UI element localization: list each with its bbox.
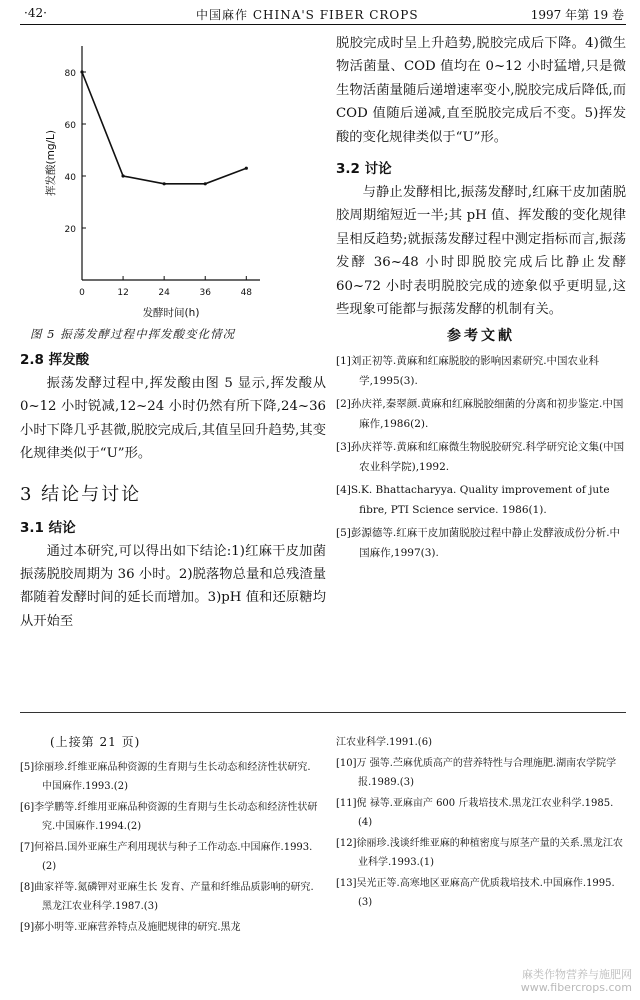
reference-item: [4]S.K. Bhattacharyya. Quality improvement of jute fibre, PTI Science service. 1986(1).	[336, 484, 610, 517]
y-tick-label: 20	[64, 225, 76, 235]
section-3-title: 3 结论与讨论	[20, 483, 142, 505]
reference-item: [1]刘正初等.黄麻和红麻脱胶的影响因素研究.中国农业科学,1995(3).	[336, 355, 600, 388]
figure-caption: 图 5 振荡发酵过程中挥发酸变化情况	[30, 327, 236, 341]
continued-text: 脱胶完成时呈上升趋势,脱胶完成后下降。4)微生物活菌量、COD 值均在 0~12 小时猛增,只是微生物活菌量随后递增速率变小,脱胶完成后降低,而 COD 值随后递减,直至脱胶完成后不变。5)挥发酸的变化规律类似于“U”形。	[336, 36, 626, 145]
data-point	[80, 70, 83, 73]
reference-item: [11]倪 禄等.亚麻亩产 600 斤栽培技术.黑龙江农业科学.1985.(4)	[336, 798, 614, 828]
data-point	[245, 167, 248, 170]
reference-item: [6]李学鹏等.纤维用亚麻品种资源的生育期与生长动态和经济性状研究.中国麻作.1994.(2)	[20, 802, 318, 832]
section-2-8-text: 振荡发酵过程中,挥发酸由图 5 显示,挥发酸从 0~12 小时锐减,12~24 小时仍然有所下降,24~36 小时下降几乎甚微,脱胶完成后,其值呈回升趋势,其变化规律类似于“U”形。	[20, 376, 326, 462]
x-tick-label: 12	[117, 288, 129, 298]
continued-from-label: (上接第 21 页)	[50, 735, 141, 749]
reference-continuation: 江农业科学.1991.(6)	[336, 737, 432, 748]
references-list	[336, 351, 626, 563]
section-3-2-text: 与静止发酵相比,振荡发酵时,红麻干皮加菌脱胶周期缩短近一半;其 pH 值、挥发酸的变化规律呈相反趋势;就振荡发酵过程中测定指标而言,振荡发酵 36~48 小时即脱胶完成后比静止发酵 60~72 小时表明脱胶完成的迹象似乎更明显,这些现象可能都与振荡发酵的机制有关。	[336, 185, 626, 318]
y-tick-label: 60	[64, 121, 76, 131]
x-tick-label: 24	[158, 288, 170, 298]
watermark-title: 麻类作物营养与施肥网	[522, 968, 632, 981]
section-3-1-text: 通过本研究,可以得出如下结论:1)红麻干皮加菌振荡脱胶周期为 36 小时。2)脱落物总量和总残渣量都随着发酵时间的延长而增加。3)pH 值和还原糖均从开始至	[20, 543, 326, 629]
y-tick-label: 40	[64, 173, 76, 183]
section-2-8-title: 2.8 挥发酸	[20, 352, 90, 368]
watermark-url: www.fibercrops.com	[520, 981, 632, 994]
page-number: ·42·	[24, 6, 47, 20]
data-point	[204, 182, 207, 185]
references-title: 参考文献	[447, 328, 515, 345]
x-tick-label: 0	[79, 288, 85, 298]
reference-item: [8]曲家祥等.氮磷钾对亚麻生长 发育、产量和纤维品质影响的研究.黑龙江农业科学.1987.(3)	[20, 882, 314, 912]
reference-item: [5]彭源德等.红麻干皮加菌脱胶过程中静止发酵液成份分析.中国麻作,1997(3).	[336, 527, 621, 560]
reference-item: [3]孙庆祥等.黄麻和红麻微生物脱胶研究.科学研究论文集(中国农业科学院),1992.	[336, 441, 625, 474]
reference-item: [10]万 强等.苎麻优质高产的营养特性与合理施肥.湖南农学院学报.1989.(3)	[336, 758, 617, 788]
left-column	[20, 32, 326, 633]
reference-item: [12]徐丽珍.浅谈纤维亚麻的种植密度与原茎产量的关系.黑龙江农业科学.1993.(1)	[336, 838, 623, 868]
x-tick-label: 36	[199, 288, 211, 298]
site-watermark	[521, 968, 632, 994]
journal-title: 中国麻作 CHINA'S FIBER CROPS	[196, 8, 419, 22]
reference-item: [9]郝小明等.亚麻营养特点及施肥规律的研究.黑龙	[20, 922, 241, 933]
bottom-left-refs	[20, 733, 320, 939]
right-column	[336, 32, 626, 566]
section-3-1-title: 3.1 结论	[20, 519, 76, 536]
series-line	[82, 72, 246, 184]
section-3-2-title: 3.2 讨论	[336, 161, 392, 178]
section-divider	[20, 712, 626, 713]
x-axis-label: 发酵时间(h)	[142, 307, 200, 319]
y-axis-label: 挥发酸(mg/L)	[45, 130, 57, 196]
volume-info: 1997 年第 19 卷	[530, 8, 624, 22]
volatile-acid-chart	[20, 32, 320, 322]
reference-item: [7]何裕昌.国外亚麻生产利用现状与种子工作动态.中国麻作.1993.(2)	[20, 842, 313, 872]
figure-5	[20, 32, 320, 322]
bottom-right-refs	[336, 733, 626, 914]
reference-item: [13]吴光正等.高寒地区亚麻高产优质栽培技术.中国麻作.1995.(3)	[336, 878, 615, 908]
data-point	[121, 174, 124, 177]
header-rule	[20, 24, 626, 25]
x-tick-label: 48	[240, 288, 253, 298]
running-header	[0, 0, 640, 26]
data-point	[163, 182, 166, 185]
reference-item: [5]徐丽珍.纤维亚麻品种资源的生育期与生长动态和经济性状研究.中国麻作.1993.(2)	[20, 762, 311, 792]
y-tick-label: 80	[64, 69, 76, 79]
reference-item: [2]孙庆祥,秦翠颜.黄麻和红麻脱胶细菌的分离和初步鉴定.中国麻作,1986(2).	[336, 398, 624, 431]
